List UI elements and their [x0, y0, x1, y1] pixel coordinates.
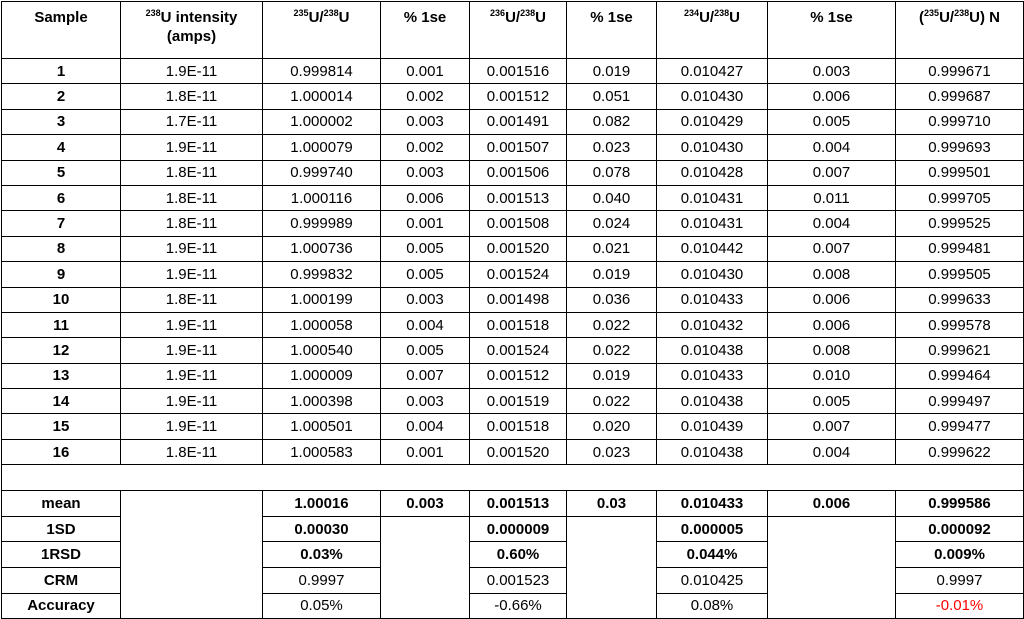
- cell-intensity: 1.9E-11: [121, 338, 263, 363]
- cell-se1: 0.002: [381, 135, 470, 160]
- cell-sample: 10: [2, 287, 121, 312]
- cell-r235: 0.05%: [263, 593, 381, 619]
- cell-r236: 0.001507: [470, 135, 567, 160]
- cell-sample: 16: [2, 439, 121, 464]
- cell-se2: 0.023: [567, 135, 657, 160]
- cell-n: 0.999705: [896, 185, 1024, 210]
- cell-r234: 0.08%: [657, 593, 768, 619]
- cell-intensity: 1.9E-11: [121, 389, 263, 414]
- table-row: [2, 363, 1024, 388]
- cell-intensity: 1.9E-11: [121, 135, 263, 160]
- cell-se1: 0.001: [381, 439, 470, 464]
- cell-r236: 0.001523: [470, 568, 567, 594]
- cell-se2: 0.022: [567, 312, 657, 337]
- table-row: [2, 211, 1024, 236]
- cell-se3: 0.006: [768, 491, 896, 517]
- cell-r235: 0.999989: [263, 211, 381, 236]
- cell-se2: 0.023: [567, 439, 657, 464]
- cell-se3: 0.007: [768, 236, 896, 261]
- cell-intensity: 1.9E-11: [121, 363, 263, 388]
- cell-n: 0.999481: [896, 236, 1024, 261]
- cell-r236: 0.000009: [470, 516, 567, 542]
- cell-sample: 6: [2, 185, 121, 210]
- empty-se1-block: [381, 516, 470, 618]
- cell-r235: 1.000079: [263, 135, 381, 160]
- cell-r234: 0.010430: [657, 262, 768, 287]
- cell-intensity: 1.8E-11: [121, 439, 263, 464]
- cell-r236: 0.001516: [470, 59, 567, 84]
- cell-r234: 0.010430: [657, 84, 768, 109]
- cell-se2: 0.022: [567, 338, 657, 363]
- table-row: [2, 389, 1024, 414]
- cell-r234: 0.044%: [657, 542, 768, 568]
- cell-r235: 1.000398: [263, 389, 381, 414]
- isotope-results-table: [1, 1, 1024, 619]
- cell-r234: 0.010432: [657, 312, 768, 337]
- cell-r236: 0.001506: [470, 160, 567, 185]
- cell-r234: 0.010433: [657, 287, 768, 312]
- cell-se1: 0.004: [381, 414, 470, 439]
- table-row: [2, 439, 1024, 464]
- cell-se1: 0.003: [381, 287, 470, 312]
- cell-n: 0.999464: [896, 363, 1024, 388]
- cell-n: 0.999693: [896, 135, 1024, 160]
- cell-r234: 0.010425: [657, 568, 768, 594]
- table-row: [2, 160, 1024, 185]
- cell-sample: 8: [2, 236, 121, 261]
- col-header-236-238-ratio: $^{236}$U/$^{238}$U: [470, 2, 567, 59]
- cell-intensity: 1.8E-11: [121, 160, 263, 185]
- cell-n: 0.999497: [896, 389, 1024, 414]
- cell-intensity: 1.9E-11: [121, 414, 263, 439]
- cell-r236: 0.001513: [470, 491, 567, 517]
- cell-se1: 0.006: [381, 185, 470, 210]
- cell-se1: 0.004: [381, 312, 470, 337]
- cell-se2: 0.082: [567, 109, 657, 134]
- cell-se1: 0.002: [381, 84, 470, 109]
- table-row: [2, 312, 1024, 337]
- cell-sample: 13: [2, 363, 121, 388]
- cell-r235: 1.000014: [263, 84, 381, 109]
- cell-se3: 0.006: [768, 312, 896, 337]
- cell-sample: 12: [2, 338, 121, 363]
- spacer-row: [2, 465, 1024, 491]
- table-row: [2, 287, 1024, 312]
- table-row: [2, 84, 1024, 109]
- cell-intensity: 1.9E-11: [121, 59, 263, 84]
- cell-r236: 0.001512: [470, 84, 567, 109]
- cell-r235: 1.00016: [263, 491, 381, 517]
- cell-r236: 0.001520: [470, 439, 567, 464]
- cell-r234: 0.010442: [657, 236, 768, 261]
- cell-r236: -0.66%: [470, 593, 567, 619]
- cell-se2: 0.019: [567, 59, 657, 84]
- col-header-normalized-ratio: ($^{235}$U/$^{238}$U) N: [896, 2, 1024, 59]
- cell-n: 0.009%: [896, 542, 1024, 568]
- cell-r234: 0.010438: [657, 439, 768, 464]
- cell-r235: 1.000116: [263, 185, 381, 210]
- row-label: mean: [2, 491, 121, 517]
- cell-r235: 1.000009: [263, 363, 381, 388]
- cell-r236: 0.001498: [470, 287, 567, 312]
- cell-r234: 0.010430: [657, 135, 768, 160]
- cell-se2: 0.078: [567, 160, 657, 185]
- cell-se1: 0.003: [381, 109, 470, 134]
- cell-sample: 14: [2, 389, 121, 414]
- cell-r234: 0.010427: [657, 59, 768, 84]
- sample-rows: [2, 59, 1024, 465]
- cell-se3: 0.011: [768, 185, 896, 210]
- table-row: [2, 236, 1024, 261]
- cell-se1: 0.005: [381, 262, 470, 287]
- table-row: [2, 262, 1024, 287]
- cell-intensity: 1.8E-11: [121, 84, 263, 109]
- cell-n: 0.999671: [896, 59, 1024, 84]
- cell-se1: 0.007: [381, 363, 470, 388]
- cell-se3: 0.003: [768, 59, 896, 84]
- cell-se1: 0.003: [381, 389, 470, 414]
- cell-se2: 0.020: [567, 414, 657, 439]
- cell-se1: 0.001: [381, 211, 470, 236]
- cell-r236: 0.001513: [470, 185, 567, 210]
- cell-se2: 0.024: [567, 211, 657, 236]
- cell-r235: 0.999740: [263, 160, 381, 185]
- cell-r234: 0.010438: [657, 338, 768, 363]
- cell-r235: 1.000540: [263, 338, 381, 363]
- table-row: [2, 109, 1024, 134]
- cell-r236: 0.001520: [470, 236, 567, 261]
- cell-n: 0.999477: [896, 414, 1024, 439]
- cell-se2: 0.019: [567, 262, 657, 287]
- cell-r234: 0.000005: [657, 516, 768, 542]
- cell-n: 0.999633: [896, 287, 1024, 312]
- cell-se1: 0.003: [381, 491, 470, 517]
- cell-r235: 0.999832: [263, 262, 381, 287]
- cell-n: 0.999710: [896, 109, 1024, 134]
- cell-intensity: 1.9E-11: [121, 262, 263, 287]
- cell-se3: 0.004: [768, 439, 896, 464]
- row-label: 1RSD: [2, 542, 121, 568]
- cell-r234: 0.010429: [657, 109, 768, 134]
- table-row: [2, 185, 1024, 210]
- col-header-sample: Sample: [2, 2, 121, 59]
- cell-r235: 1.000736: [263, 236, 381, 261]
- cell-r236: 0.001518: [470, 312, 567, 337]
- empty-se2-block: [567, 516, 657, 618]
- cell-n: -0.01%: [896, 593, 1024, 619]
- cell-r235: 1.000058: [263, 312, 381, 337]
- cell-r236: 0.001524: [470, 338, 567, 363]
- cell-r234: 0.010433: [657, 491, 768, 517]
- cell-intensity: 1.9E-11: [121, 312, 263, 337]
- cell-se1: 0.003: [381, 160, 470, 185]
- col-header-intensity: $^{238}$U intensity (amps): [121, 2, 263, 59]
- cell-se3: 0.004: [768, 211, 896, 236]
- cell-r234: 0.010431: [657, 211, 768, 236]
- col-header-se-236: % 1se: [567, 2, 657, 59]
- cell-se2: 0.022: [567, 389, 657, 414]
- cell-se3: 0.008: [768, 262, 896, 287]
- cell-sample: 5: [2, 160, 121, 185]
- cell-se2: 0.021: [567, 236, 657, 261]
- cell-se3: 0.008: [768, 338, 896, 363]
- cell-n: 0.000092: [896, 516, 1024, 542]
- cell-r235: 0.00030: [263, 516, 381, 542]
- cell-se2: 0.051: [567, 84, 657, 109]
- stats-row-mean: [2, 491, 1024, 517]
- cell-se2: 0.03: [567, 491, 657, 517]
- cell-se3: 0.006: [768, 287, 896, 312]
- cell-r236: 0.001491: [470, 109, 567, 134]
- cell-sample: 4: [2, 135, 121, 160]
- table-row: [2, 414, 1024, 439]
- cell-intensity: 1.9E-11: [121, 236, 263, 261]
- cell-n: 0.999586: [896, 491, 1024, 517]
- spacer-cell: [2, 465, 1024, 491]
- cell-r235: 1.000583: [263, 439, 381, 464]
- cell-sample: 11: [2, 312, 121, 337]
- cell-n: 0.999505: [896, 262, 1024, 287]
- cell-se2: 0.040: [567, 185, 657, 210]
- col-header-234-238-ratio: $^{234}$U/$^{238}$U: [657, 2, 768, 59]
- table-row: [2, 135, 1024, 160]
- cell-r236: 0.001508: [470, 211, 567, 236]
- cell-r236: 0.001518: [470, 414, 567, 439]
- cell-n: 0.999525: [896, 211, 1024, 236]
- cell-n: 0.999622: [896, 439, 1024, 464]
- col-header-se-234: % 1se: [768, 2, 896, 59]
- col-header-se-235: % 1se: [381, 2, 470, 59]
- cell-intensity: 1.8E-11: [121, 211, 263, 236]
- row-label: 1SD: [2, 516, 121, 542]
- cell-n: 0.999621: [896, 338, 1024, 363]
- cell-intensity: 1.7E-11: [121, 109, 263, 134]
- cell-se3: 0.010: [768, 363, 896, 388]
- cell-se3: 0.005: [768, 109, 896, 134]
- cell-sample: 9: [2, 262, 121, 287]
- cell-sample: 7: [2, 211, 121, 236]
- cell-n: 0.999687: [896, 84, 1024, 109]
- cell-r236: 0.001512: [470, 363, 567, 388]
- empty-intensity-block: [121, 491, 263, 619]
- cell-sample: 3: [2, 109, 121, 134]
- cell-n: 0.9997: [896, 568, 1024, 594]
- cell-r234: 0.010428: [657, 160, 768, 185]
- cell-r236: 0.001524: [470, 262, 567, 287]
- cell-n: 0.999501: [896, 160, 1024, 185]
- empty-se3-block: [768, 516, 896, 618]
- row-label: CRM: [2, 568, 121, 594]
- cell-r235: 0.9997: [263, 568, 381, 594]
- cell-intensity: 1.8E-11: [121, 287, 263, 312]
- cell-r236: 0.001519: [470, 389, 567, 414]
- cell-se1: 0.005: [381, 338, 470, 363]
- cell-r234: 0.010433: [657, 363, 768, 388]
- cell-r236: 0.60%: [470, 542, 567, 568]
- row-label: Accuracy: [2, 593, 121, 619]
- cell-r235: 0.03%: [263, 542, 381, 568]
- cell-n: 0.999578: [896, 312, 1024, 337]
- cell-intensity: 1.8E-11: [121, 185, 263, 210]
- summary-rows: [2, 491, 1024, 619]
- cell-r235: 1.000199: [263, 287, 381, 312]
- cell-r234: 0.010431: [657, 185, 768, 210]
- cell-se2: 0.036: [567, 287, 657, 312]
- cell-se2: 0.019: [567, 363, 657, 388]
- cell-se3: 0.007: [768, 414, 896, 439]
- col-header-235-238-ratio: $^{235}$U/$^{238}$U: [263, 2, 381, 59]
- table-row: [2, 338, 1024, 363]
- cell-se3: 0.007: [768, 160, 896, 185]
- cell-sample: 1: [2, 59, 121, 84]
- cell-se1: 0.005: [381, 236, 470, 261]
- cell-r235: 1.000002: [263, 109, 381, 134]
- cell-r234: 0.010439: [657, 414, 768, 439]
- cell-se3: 0.006: [768, 84, 896, 109]
- cell-se1: 0.001: [381, 59, 470, 84]
- cell-sample: 15: [2, 414, 121, 439]
- cell-sample: 2: [2, 84, 121, 109]
- cell-r235: 0.999814: [263, 59, 381, 84]
- cell-se3: 0.005: [768, 389, 896, 414]
- header-row: [2, 2, 1024, 59]
- table-row: [2, 59, 1024, 84]
- cell-r234: 0.010438: [657, 389, 768, 414]
- cell-se3: 0.004: [768, 135, 896, 160]
- cell-r235: 1.000501: [263, 414, 381, 439]
